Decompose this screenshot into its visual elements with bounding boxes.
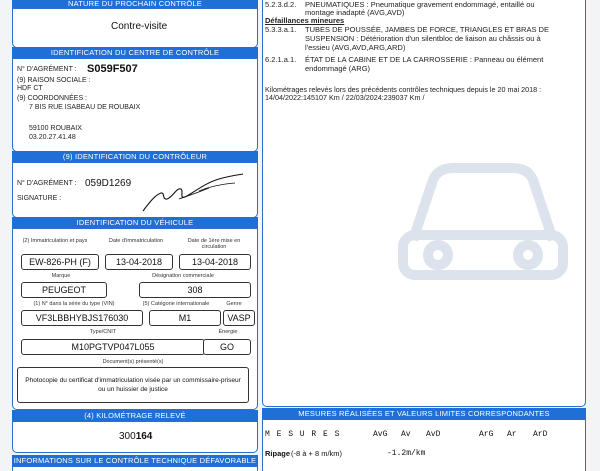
center-header: IDENTIFICATION DU CENTRE DE CONTRÔLE bbox=[12, 47, 258, 58]
ripage-value: -1.2m/km bbox=[387, 449, 426, 458]
address-line1: 7 BIS RUE ISABEAU DE ROUBAIX bbox=[29, 104, 141, 111]
immat-date-value: 13-04-2018 bbox=[105, 254, 173, 270]
ripage-label: Ripage bbox=[265, 449, 291, 458]
vehicle-header: IDENTIFICATION DU VÉHICULE bbox=[12, 217, 258, 228]
top-code: 5.2.3.d.2. bbox=[265, 0, 297, 9]
measures-header: MESURES RÉALISÉES ET VALEURS LIMITES CORRESPONDANTES bbox=[262, 408, 586, 419]
controller-panel bbox=[12, 162, 258, 218]
energie-caption: Énergie bbox=[218, 329, 238, 335]
immat-date-caption: Date d'immatriculation bbox=[108, 238, 164, 244]
center-panel bbox=[12, 58, 258, 152]
address-line2: 59100 ROUBAIX bbox=[29, 125, 82, 132]
defects-panel bbox=[262, 0, 586, 407]
km-header: (4) KILOMÉTRAGE RELEVÉ bbox=[12, 410, 258, 421]
raison-label: (9) RAISON SOCIALE : bbox=[17, 77, 91, 84]
phone: 03.20.27.41.48 bbox=[29, 134, 76, 141]
genre-value: VASP bbox=[223, 310, 255, 326]
first-circ-caption: Date de 1ère mise en circulation bbox=[187, 238, 241, 250]
col-av: Av bbox=[401, 430, 411, 439]
marque-value: PEUGEOT bbox=[21, 282, 107, 298]
docs-caption: Document(s) présenté(s) bbox=[102, 359, 164, 365]
energie-value: GO bbox=[203, 339, 251, 355]
top-text-line1: PNEUMATIQUES : Pneumatique gravement endommagé, entaillé ou bbox=[305, 0, 535, 9]
measures-panel bbox=[262, 419, 586, 471]
vin-caption: (1) N° dans la série du type (VIN) bbox=[33, 301, 115, 307]
coord-label: (9) COORDONNÉES : bbox=[17, 95, 88, 102]
item-1-line3: l'essieu (AVG,AVD,ARG,ARD) bbox=[305, 43, 406, 52]
type-value: M10PGTVP047L055 bbox=[21, 339, 205, 355]
controller-agrement-value: 059D1269 bbox=[85, 178, 132, 189]
car-watermark-icon bbox=[383, 110, 583, 310]
designation-caption: Désignation commerciale bbox=[152, 273, 214, 279]
marque-caption: Marque bbox=[51, 273, 71, 279]
type-caption: Type/CNIT bbox=[89, 329, 117, 335]
next-visit-panel bbox=[12, 8, 258, 48]
category-caption: (5) Catégorie internationale bbox=[142, 301, 210, 307]
info-panel bbox=[12, 466, 258, 471]
vehicle-panel bbox=[12, 228, 258, 410]
genre-caption: Genre bbox=[226, 301, 242, 307]
next-visit-value: Contre-visite bbox=[111, 21, 168, 32]
signature-graphic bbox=[139, 169, 249, 215]
item-1-code: 5.3.3.a.1. bbox=[265, 25, 297, 34]
first-circ-value: 13-04-2018 bbox=[179, 254, 251, 270]
designation-value: 308 bbox=[139, 282, 251, 298]
km-value-prefix: 300 bbox=[119, 431, 136, 442]
center-agrement-label: N° D'AGRÉMENT : bbox=[17, 66, 77, 73]
col-arg: ArG bbox=[479, 430, 494, 439]
km-panel bbox=[12, 421, 258, 453]
col-avg: AvG bbox=[373, 430, 388, 439]
col-avd: AvD bbox=[426, 430, 441, 439]
km-value-suffix: 164 bbox=[135, 431, 153, 442]
immat-caption: (2) Immatriculation et pays bbox=[22, 238, 88, 244]
top-text-line2: montage inadapté (AVG,AVD) bbox=[305, 8, 405, 17]
ripage-range: (-8 à + 8 m/km) bbox=[291, 449, 343, 458]
next-visit-header: NATURE DU PROCHAIN CONTRÔLE bbox=[12, 0, 258, 8]
info-header: INFORMATIONS SUR LE CONTRÔLE TECHNIQUE DÉFAVORABLE bbox=[13, 456, 257, 465]
item-2-line2: endommagé (ARG) bbox=[305, 64, 371, 73]
measures-title: M E S U R E S bbox=[265, 430, 341, 439]
immat-value: EW-826-PH (F) bbox=[21, 254, 99, 270]
col-ar: Ar bbox=[507, 430, 517, 439]
km-history-line1: Kilométrages relevés lors des précédents contrôles techniques depuis le 20 mai 2018 : bbox=[265, 85, 542, 94]
center-agrement-value: S059F507 bbox=[87, 63, 138, 75]
controller-agrement-label: N° D'AGRÉMENT : bbox=[17, 180, 77, 187]
col-ard: ArD bbox=[533, 430, 548, 439]
km-value bbox=[119, 431, 152, 442]
item-2-line1: ÉTAT DE LA CABINE ET DE LA CARROSSERIE : Panneau ou élément bbox=[305, 55, 544, 64]
controller-header: (9) IDENTIFICATION DU CONTRÔLEUR bbox=[12, 151, 258, 162]
km-history-line2: 14/04/2022:145107 Km / 22/03/2024:239037 Km / bbox=[265, 93, 425, 102]
docs-value: Photocopie du certificat d'immatriculation visée par un commissaire-priseur ou un huissier de justice bbox=[17, 367, 249, 403]
minor-heading: Défaillances mineures bbox=[265, 16, 345, 25]
category-value: M1 bbox=[149, 310, 221, 326]
item-1-line2: SUSPENSION : Détérioration d'un silentbloc de liaison au châssis ou à bbox=[305, 34, 541, 43]
item-2-code: 6.2.1.a.1. bbox=[265, 55, 297, 64]
vin-value: VF3LBBHYBJS176030 bbox=[21, 310, 143, 326]
item-1-line1: TUBES DE POUSSÉE, JAMBES DE FORCE, TRIANGLES ET BRAS DE bbox=[305, 25, 549, 34]
raison-value: HDF CT bbox=[17, 85, 43, 92]
signature-label: SIGNATURE : bbox=[17, 195, 62, 202]
